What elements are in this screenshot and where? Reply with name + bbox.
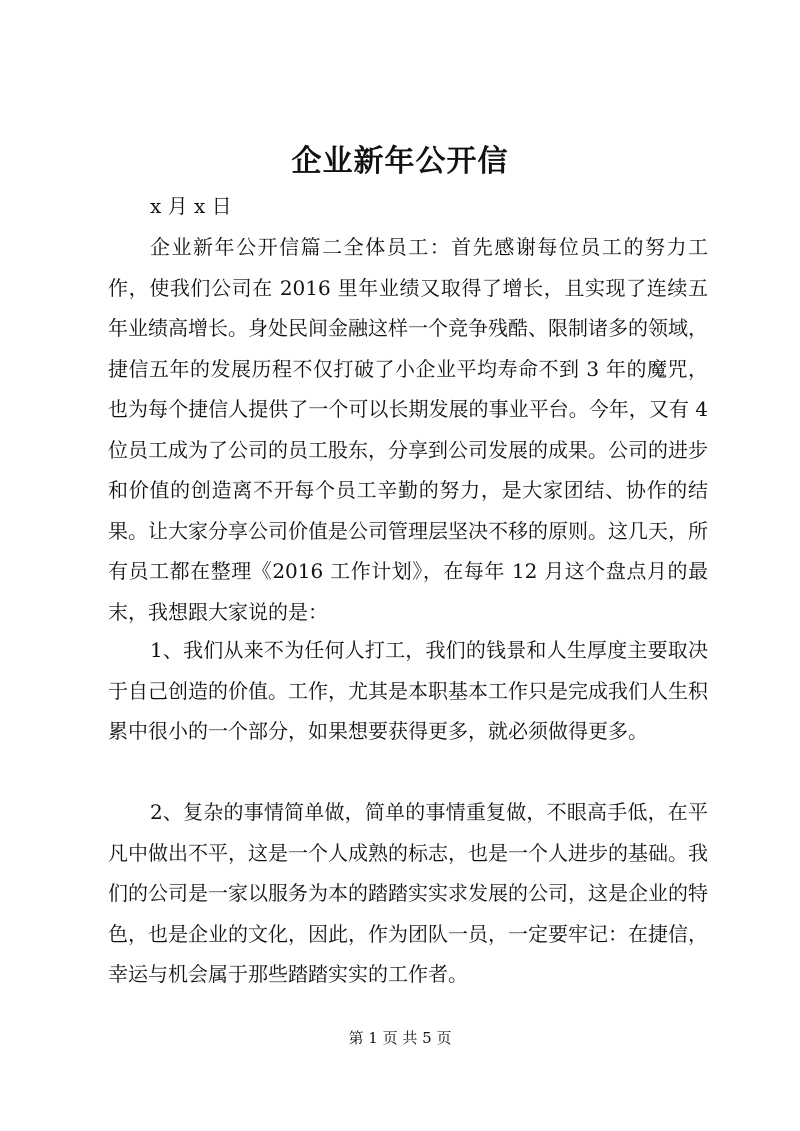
- document-title: 企业新年公开信: [291, 144, 509, 179]
- body-paragraph-3: 2、复杂的事情简单做，简单的事情重复做，不眼高手低，在平凡中做出不平，这是一个人成熟的标志，也是一个人进步的基础。我们的公司是一家以服务为本的踏踏实实求发展的公司，这是企业的特色，也是企业的文化，因此，作为团队一员，一定要牢记：在捷信，幸运与机会属于那些踏踏实实的工作者。: [108, 800, 708, 986]
- letter-date: x 月 x 日: [150, 194, 232, 218]
- body-paragraph-2: 1、我们从来不为任何人打工，我们的钱景和人生厚度主要取决于自己创造的价值。工作，尤其是本职基本工作只是完成我们人生积累中很小的一个部分，如果想要获得更多，就必须做得更多。: [108, 638, 708, 743]
- page-number-footer: 第 1 页 共 5 页: [348, 1029, 452, 1047]
- body-paragraph-1: 企业新年公开信篇二全体员工：首先感谢每位员工的努力工作，使我们公司在 2016 里年业绩又取得了增长，且实现了连续五年业绩高增长。身处民间金融这样一个竞争残酷、限制诸多的领域，捷信五年的发展历程不仅打破了小企业平均寿命不到 3 年的魔咒，也为每个捷信人提供了一个可以长期发展的事业平台。今年，又有 4 位员工成为了公司的员工股东，分享到公司发展的成果。公司的进步和价值的创造离不开每个员工辛勤的努力，是大家团结、协作的结果。让大家分享公司价值是公司管理层坚决不移的原则。这几天，所有员工都在整理《2016 工作计划》，在每年 12 月这个盘点月的最末，我想跟大家说的是：: [108, 235, 708, 624]
